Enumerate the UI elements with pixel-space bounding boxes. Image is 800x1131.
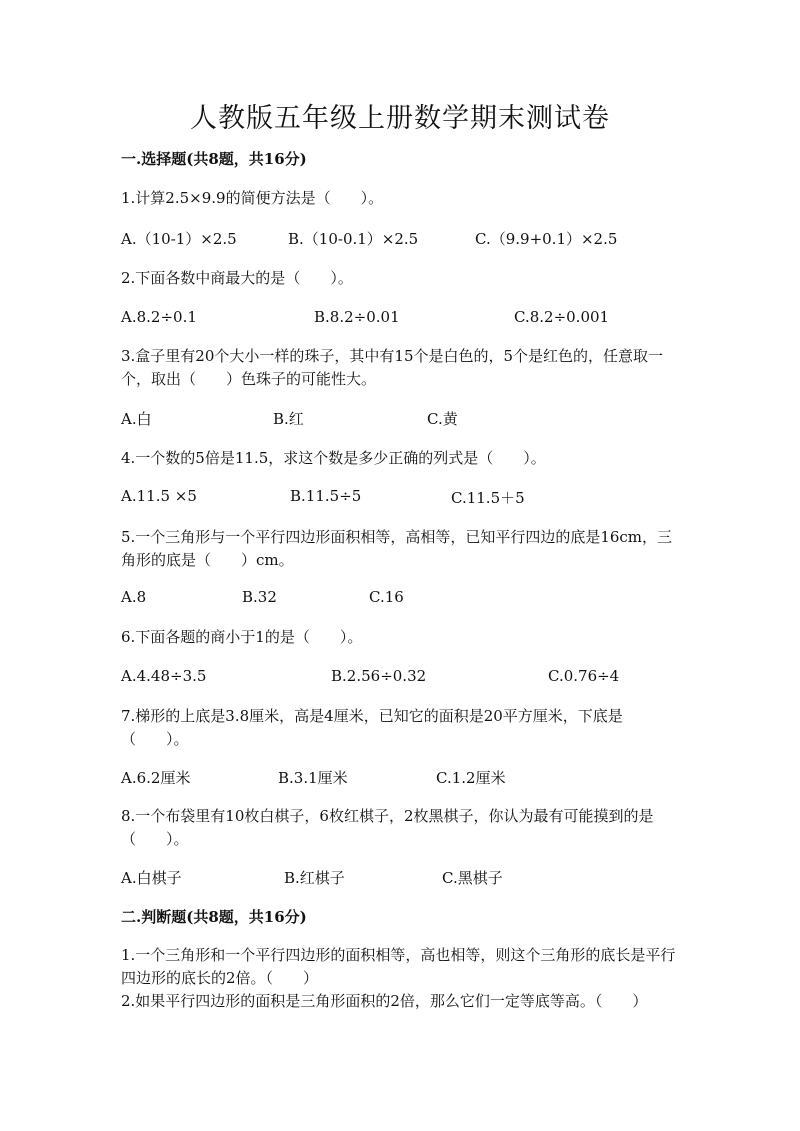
option-b: B.11.5÷5 (290, 487, 362, 505)
option-c: C.（9.9+0.1）×2.5 (475, 230, 618, 248)
option-a: A.白 (121, 410, 152, 428)
option-a: A.白棋子 (121, 869, 182, 887)
option-b: B.红 (273, 410, 304, 428)
option-c: C.黄 (427, 410, 458, 428)
question-text: 3.盒子里有20个大小一样的珠子，其中有15个是白色的，5个是红色的，任意取一个，取出（ ）色珠子的可能性大。 (121, 347, 664, 388)
option-a: A.6.2厘米 (121, 769, 191, 787)
option-a: A.8.2÷0.1 (121, 308, 197, 326)
option-a: A.4.48÷3.5 (121, 667, 207, 685)
question-text: 2.下面各数中商最大的是（ ）。 (121, 269, 353, 287)
option-b: B.（10-0.1）×2.5 (288, 230, 419, 248)
question-text: 4.一个数的5倍是11.5，求这个数是多少正确的列式是（ ）。 (121, 449, 546, 467)
question-text: 6.下面各题的商小于1的是（ ）。 (121, 628, 363, 646)
question-text: 7.梯形的上底是3.8厘米，高是4厘米，已知它的面积是20平方厘米，下底是（ ）。 (121, 707, 623, 748)
option-a: A.11.5 ×5 (121, 487, 197, 505)
option-a: A.（10-1）×2.5 (121, 230, 237, 248)
option-c: C.黑棋子 (442, 869, 503, 887)
option-c: C.8.2÷0.001 (514, 308, 610, 326)
question-text: 8.一个布袋里有10枚白棋子，6枚红棋子，2枚黑棋子，你认为最有可能摸到的是（ ）。 (121, 807, 654, 848)
option-c: C.0.76÷4 (548, 667, 620, 685)
option-a: A.8 (121, 588, 147, 606)
option-b: B.32 (242, 588, 277, 606)
option-b: B.红棋子 (284, 869, 345, 887)
question-text: 1.计算2.5×9.9的简便方法是（ ）。 (121, 189, 384, 207)
option-c: C.11.5＋5 (451, 489, 525, 507)
option-b: B.8.2÷0.01 (314, 308, 400, 326)
option-b: B.2.56÷0.32 (331, 667, 427, 685)
option-b: B.3.1厘米 (278, 769, 348, 787)
option-c: C.1.2厘米 (436, 769, 506, 787)
question-text: 2.如果平行四边形的面积是三角形面积的2倍，那么它们一定等底等高。（ ） (121, 992, 648, 1010)
section-heading-choice: 一.选择题(共8题，共16分) (121, 150, 307, 168)
question-text: 5.一个三角形与一个平行四边形面积相等，高相等，已知平行四边的底是16cm，三角形的底是（ ）cm。 (121, 528, 673, 569)
section-heading-judgment: 二.判断题(共8题，共16分) (121, 908, 307, 926)
option-c: C.16 (369, 588, 404, 606)
question-text: 1.一个三角形和一个平行四边形的面积相等，高也相等，则这个三角形的底长是平行四边形的底长的2倍。（ ） (121, 946, 676, 987)
page-title: 人教版五年级上册数学期末测试卷 (190, 103, 610, 134)
